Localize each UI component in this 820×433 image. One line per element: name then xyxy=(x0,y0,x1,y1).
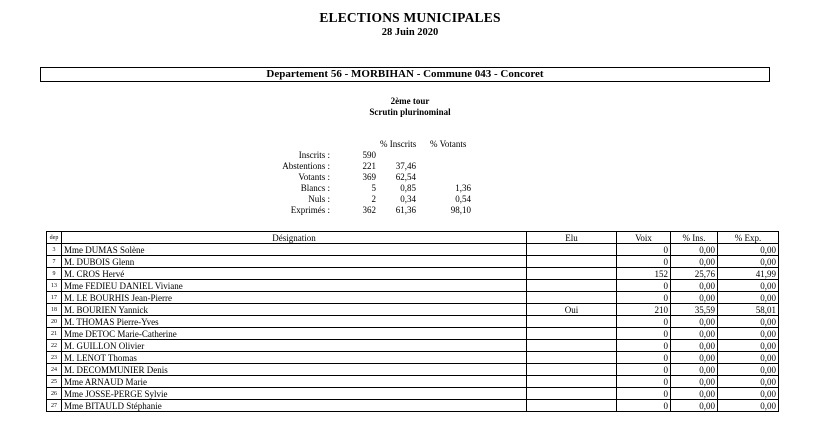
cell-dep: 17 xyxy=(47,292,62,304)
table-row xyxy=(47,388,779,400)
table-row xyxy=(47,352,779,364)
cell-dep: 20 xyxy=(47,316,62,328)
cell-elu xyxy=(527,256,617,268)
table-row xyxy=(47,304,779,316)
cell-designation: M. THOMAS Pierre-Yves xyxy=(62,316,527,328)
cell-designation: M. BOURIEN Yannick xyxy=(62,304,527,316)
stats-label: Blancs : xyxy=(300,183,330,193)
stats-row xyxy=(0,150,820,161)
stats-row xyxy=(0,194,820,205)
cell-pct-exp: 0,00 xyxy=(718,292,779,304)
cell-designation: M. LENOT Thomas xyxy=(62,352,527,364)
cell-voix: 0 xyxy=(617,256,671,268)
cell-elu xyxy=(527,364,617,376)
stats-count: 5 xyxy=(371,183,376,193)
cell-elu xyxy=(527,244,617,256)
table-row xyxy=(47,268,779,280)
col-voix: Voix xyxy=(617,232,671,244)
cell-voix: 152 xyxy=(617,268,671,280)
stats-header-row xyxy=(0,139,820,150)
cell-voix: 0 xyxy=(617,352,671,364)
cell-pct-exp: 0,00 xyxy=(718,280,779,292)
cell-pct-exp: 0,00 xyxy=(718,352,779,364)
cell-elu xyxy=(527,340,617,352)
cell-voix: 0 xyxy=(617,244,671,256)
cell-designation: Mme BITAULD Stéphanie xyxy=(62,400,527,412)
cell-pct-ins: 0,00 xyxy=(671,256,718,268)
stats-pct-votants: 0,54 xyxy=(455,194,471,204)
col-designation: Désignation xyxy=(62,232,527,244)
cell-pct-exp: 0,00 xyxy=(718,388,779,400)
stats-row xyxy=(0,205,820,216)
cell-elu xyxy=(527,316,617,328)
stats-row xyxy=(0,161,820,172)
cell-dep: 27 xyxy=(47,400,62,412)
cell-voix: 210 xyxy=(617,304,671,316)
stats-count: 2 xyxy=(371,194,376,204)
stats-pct-votants: 1,36 xyxy=(455,183,471,193)
stats-label: Exprimés : xyxy=(290,205,330,215)
col-pct-votants: % Votants xyxy=(430,139,467,149)
cell-dep: 7 xyxy=(47,256,62,268)
cell-pct-ins: 0,00 xyxy=(671,400,718,412)
cell-voix: 0 xyxy=(617,340,671,352)
cell-pct-ins: 0,00 xyxy=(671,280,718,292)
table-row xyxy=(47,256,779,268)
cell-dep: 13 xyxy=(47,280,62,292)
stats-row xyxy=(0,172,820,183)
table-row xyxy=(47,328,779,340)
cell-voix: 0 xyxy=(617,292,671,304)
cell-pct-exp: 0,00 xyxy=(718,328,779,340)
page-title: ELECTIONS MUNICIPALES xyxy=(319,10,501,25)
cell-pct-exp: 0,00 xyxy=(718,340,779,352)
cell-pct-exp: 0,00 xyxy=(718,400,779,412)
cell-pct-ins: 0,00 xyxy=(671,292,718,304)
cell-pct-exp: 0,00 xyxy=(718,256,779,268)
stats-label: Abstentions : xyxy=(282,161,330,171)
cell-dep: 22 xyxy=(47,340,62,352)
department-banner: Departement 56 - MORBIHAN - Commune 043 - Concoret xyxy=(40,67,770,82)
cell-voix: 0 xyxy=(617,316,671,328)
cell-designation: Mme DUMAS Solène xyxy=(62,244,527,256)
cell-designation: M. DUBOIS Glenn xyxy=(62,256,527,268)
stats-pct-inscrits: 62,54 xyxy=(395,172,416,182)
table-header-row xyxy=(47,232,779,244)
stats-pct-inscrits: 61,36 xyxy=(395,205,416,215)
table-row xyxy=(47,280,779,292)
cell-elu xyxy=(527,328,617,340)
cell-elu xyxy=(527,268,617,280)
col-pct-inscrits: % Inscrits xyxy=(380,139,417,149)
col-dep: dep xyxy=(47,232,62,244)
stats-pct-inscrits: 37,46 xyxy=(395,161,416,171)
table-row xyxy=(47,316,779,328)
stats-label: Inscrits : xyxy=(298,150,330,160)
cell-voix: 0 xyxy=(617,388,671,400)
cell-pct-exp: 0,00 xyxy=(718,364,779,376)
cell-designation: M. DECOMMUNIER Denis xyxy=(62,364,527,376)
cell-voix: 0 xyxy=(617,400,671,412)
stats-row xyxy=(0,183,820,194)
round-label: 2ème tour xyxy=(390,96,430,106)
cell-elu xyxy=(527,388,617,400)
round-info xyxy=(0,96,820,118)
stats-count: 362 xyxy=(362,205,376,215)
cell-pct-ins: 0,00 xyxy=(671,364,718,376)
stats-label: Nuls : xyxy=(308,194,330,204)
cell-pct-ins: 0,00 xyxy=(671,388,718,400)
cell-dep: 24 xyxy=(47,364,62,376)
cell-designation: M. GUILLON Olivier xyxy=(62,340,527,352)
cell-pct-ins: 0,00 xyxy=(671,340,718,352)
cell-voix: 0 xyxy=(617,376,671,388)
stats-count: 590 xyxy=(362,150,376,160)
cell-pct-ins: 35,59 xyxy=(671,304,718,316)
cell-pct-exp: 0,00 xyxy=(718,244,779,256)
cell-pct-ins: 0,00 xyxy=(671,316,718,328)
cell-pct-ins: 25,76 xyxy=(671,268,718,280)
cell-designation: Mme FEDIEU DANIEL Viviane xyxy=(62,280,527,292)
col-pct-ins: % Ins. xyxy=(671,232,718,244)
cell-elu xyxy=(527,400,617,412)
cell-designation: Mme JOSSE-PERGE Sylvie xyxy=(62,388,527,400)
stats-pct-inscrits: 0,85 xyxy=(400,183,416,193)
table-row xyxy=(47,292,779,304)
cell-designation: M. LE BOURHIS Jean-Pierre xyxy=(62,292,527,304)
cell-dep: 3 xyxy=(47,244,62,256)
cell-designation: Mme ARNAUD Marie xyxy=(62,376,527,388)
cell-dep: 23 xyxy=(47,352,62,364)
stats-pct-inscrits: 0,34 xyxy=(400,194,416,204)
cell-pct-exp: 58,01 xyxy=(718,304,779,316)
cell-pct-exp: 0,00 xyxy=(718,316,779,328)
cell-pct-ins: 0,00 xyxy=(671,328,718,340)
stats-pct-votants: 98,10 xyxy=(450,205,471,215)
stats-count: 221 xyxy=(362,161,376,171)
cell-elu: Oui xyxy=(527,304,617,316)
cell-dep: 21 xyxy=(47,328,62,340)
cell-elu xyxy=(527,292,617,304)
cell-dep: 18 xyxy=(47,304,62,316)
col-elu: Elu xyxy=(527,232,617,244)
cell-dep: 9 xyxy=(47,268,62,280)
cell-voix: 0 xyxy=(617,364,671,376)
cell-designation: Mme DETOC Marie-Catherine xyxy=(62,328,527,340)
cell-voix: 0 xyxy=(617,280,671,292)
cell-pct-exp: 41,99 xyxy=(718,268,779,280)
cell-pct-ins: 0,00 xyxy=(671,352,718,364)
voting-method: Scrutin plurinominal xyxy=(369,107,451,117)
cell-dep: 26 xyxy=(47,388,62,400)
cell-pct-ins: 0,00 xyxy=(671,244,718,256)
cell-voix: 0 xyxy=(617,328,671,340)
cell-elu xyxy=(527,352,617,364)
election-date: 28 Juin 2020 xyxy=(381,27,439,38)
cell-designation: M. CROS Hervé xyxy=(62,268,527,280)
table-row xyxy=(47,400,779,412)
candidates-table xyxy=(46,231,779,412)
cell-pct-exp: 0,00 xyxy=(718,376,779,388)
table-row xyxy=(47,340,779,352)
table-row xyxy=(47,376,779,388)
cell-dep: 25 xyxy=(47,376,62,388)
col-pct-exp: % Exp. xyxy=(718,232,779,244)
table-row xyxy=(47,364,779,376)
cell-elu xyxy=(527,280,617,292)
cell-pct-ins: 0,00 xyxy=(671,376,718,388)
stats-label: Votants : xyxy=(298,172,330,182)
stats-count: 369 xyxy=(362,172,376,182)
table-row xyxy=(47,244,779,256)
cell-elu xyxy=(527,376,617,388)
